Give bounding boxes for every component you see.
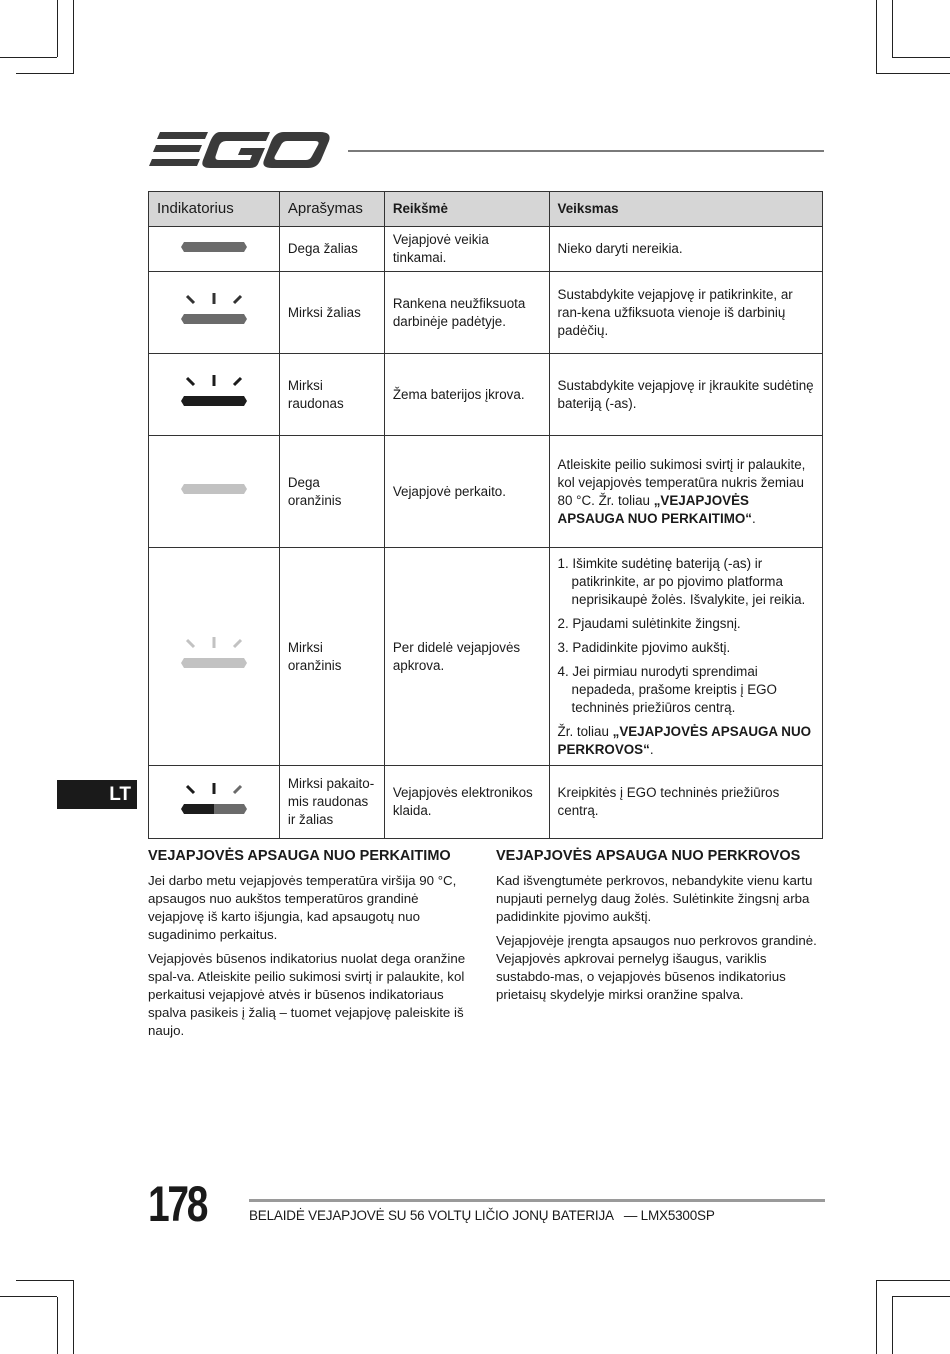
action-cell: [549, 436, 822, 548]
footer-rule: [249, 1199, 825, 1202]
section-paragraph: Vejapjovėje įrengta apsaugos nuo perkrovos grandinė. Vejapjovės apkrovai pernelyg išaugus, variklis sustabdo-mas, o vejapjovės būsenos indikatorius prietaisų skydelyje mirksi oranžine spalva.: [496, 933, 817, 1002]
description-cell: Mirksi žalias: [279, 272, 384, 354]
column-header: Aprašymas: [279, 192, 384, 227]
indicator-cell: [149, 354, 280, 436]
section-heading: VEJAPJOVĖS APSAUGA NUO PERKAITIMO: [148, 848, 451, 864]
list-item: 3. Padidinkite pjovimo aukštį.: [557, 639, 731, 655]
list-item: 2. Pjaudami sulėtinkite žingsnį.: [557, 615, 741, 631]
list-item: 4. Jei pirmiau nurodyti sprendimai nepadeda, prašome kreiptis į EGO techninės priežiūros centrą.: [557, 663, 777, 715]
list-item: 1. Išimkite sudėtinę bateriją (-as) ir patikrinkite, ar po pjovimo platforma neprisikaupė žolės. Išvalykite, jei reikia.: [557, 555, 806, 607]
ego-logo: [148, 128, 332, 172]
table-row: [149, 227, 823, 272]
action-cell: Sustabdykite vejapjovę ir įkraukite sudėtinę bateriją (-as).: [549, 354, 822, 436]
crop-mark: [57, 0, 58, 57]
indicator-table: [148, 191, 823, 839]
indicator-cell: [149, 766, 280, 839]
footer-title: [249, 1208, 715, 1223]
section-heading: VEJAPJOVĖS APSAUGA NUO PERKROVOS: [496, 848, 801, 864]
section-reference: „VEJAPJOVĖS APSAUGA NUO PERKROVOS“: [557, 723, 812, 757]
crop-mark: [892, 0, 893, 57]
model-number: — LMX5300SP: [623, 1208, 715, 1223]
column-header: Veiksmas: [549, 192, 822, 227]
action-cell: Kreipkitės į EGO techninės priežiūros centrą.: [549, 766, 822, 839]
crop-mark: [876, 0, 877, 74]
solid-green-led-icon: [179, 240, 249, 254]
table-row: [149, 354, 823, 436]
crop-mark: [16, 1280, 74, 1281]
blinking-red-led-icon: [179, 372, 249, 412]
meaning-cell: Vejapjovė veikia tinkamai.: [384, 227, 549, 272]
table-row: [149, 766, 823, 839]
action-cell: Nieko daryti nereikia.: [549, 227, 822, 272]
column-header: Reikšmė: [384, 192, 549, 227]
crop-mark: [73, 0, 74, 74]
action-text-end: .: [649, 741, 654, 757]
section-paragraph: Vejapjovės būsenos indikatorius nuolat dega oranžine spal-va. Atleiskite peilio sukimosi svirtį ir palaukite, kol perkaitusi vejapjovė atvės ir būsenos indikatoriaus spalva pasikeis į žalią – tuomet vejapjovę paleiskite iš naujo.: [148, 951, 466, 1038]
action-text-end: .: [751, 510, 756, 526]
crop-mark: [0, 57, 57, 58]
table-row: [149, 272, 823, 354]
crop-mark: [892, 1297, 893, 1354]
crop-mark: [57, 1297, 58, 1354]
meaning-cell: Vejapjovė perkaito.: [384, 436, 549, 548]
header-rule: [348, 150, 824, 152]
action-text: Atleiskite peilio sukimosi svirtį ir palaukite, kol vejapjovės temperatūra nukris žemiau 80 °C. Žr. toliau: [557, 456, 806, 508]
section-paragraph: Jei darbo metu vejapjovės temperatūra viršija 90 °C, apsaugos nuo aukštos temperatūros grandinė vejapjovę iš karto išjungia, kad apsaugotų nuo sugadinimo perkaitus.: [148, 873, 457, 942]
meaning-cell: Vejapjovės elektronikos klaida.: [384, 766, 549, 839]
language-tab: LT: [57, 780, 137, 809]
crop-mark: [892, 1296, 950, 1297]
section-paragraph: Kad išvengtumėte perkrovos, nebandykite vienu kartu nupjauti pernelyg daug žolės. Sulėtinkite žingsnį arba padidinkite pjovimo aukštį.: [496, 873, 813, 924]
action-steps: [558, 555, 814, 717]
blinking-orange-led-icon: [179, 634, 249, 674]
indicator-cell: [149, 436, 280, 548]
crop-mark: [876, 1280, 950, 1281]
crop-mark: [73, 1280, 74, 1354]
column-header: Indikatorius: [149, 192, 280, 227]
description-cell: Dega žalias: [279, 227, 384, 272]
overload-section: [496, 847, 826, 1010]
crop-mark: [0, 1296, 57, 1297]
indicator-cell: [149, 227, 280, 272]
crop-mark: [876, 1280, 877, 1354]
description-cell: Mirksi pakaito-mis raudonas ir žalias: [279, 766, 384, 839]
description-cell: Mirksi raudonas: [279, 354, 384, 436]
action-text: Žr. toliau: [557, 723, 613, 739]
crop-mark: [892, 57, 950, 58]
meaning-cell: Žema baterijos įkrova.: [384, 354, 549, 436]
table-row: [149, 548, 823, 766]
overheat-section: [148, 847, 478, 1046]
table-row: [149, 436, 823, 548]
meaning-cell: Rankena neužfiksuota darbinėje padėtyje.: [384, 272, 549, 354]
meaning-cell: Per didelė vejapjovės apkrova.: [384, 548, 549, 766]
manual-title: BELAIDĖ VEJAPJOVĖ SU 56 VOLTŲ LIČIO JONŲ BATERIJA: [249, 1208, 614, 1223]
section-reference: „VEJAPJOVĖS APSAUGA NUO PERKAITIMO“: [557, 492, 752, 526]
blinking-red-green-led-icon: [179, 780, 249, 820]
action-note: [558, 723, 814, 759]
blinking-green-led-icon: [179, 290, 249, 330]
description-cell: Dega oranžinis: [279, 436, 384, 548]
page-number: 178: [148, 1176, 207, 1232]
indicator-cell: [149, 272, 280, 354]
crop-mark: [16, 73, 74, 74]
indicator-cell: [149, 548, 280, 766]
description-cell: Mirksi oranžinis: [279, 548, 384, 766]
solid-orange-led-icon: [179, 482, 249, 496]
action-cell: [549, 548, 822, 766]
action-cell: Sustabdykite vejapjovę ir patikrinkite, ar ran-kena užfiksuota vienoje iš darbinių padėčių.: [549, 272, 822, 354]
table-header-row: [149, 192, 823, 227]
crop-mark: [876, 73, 950, 74]
